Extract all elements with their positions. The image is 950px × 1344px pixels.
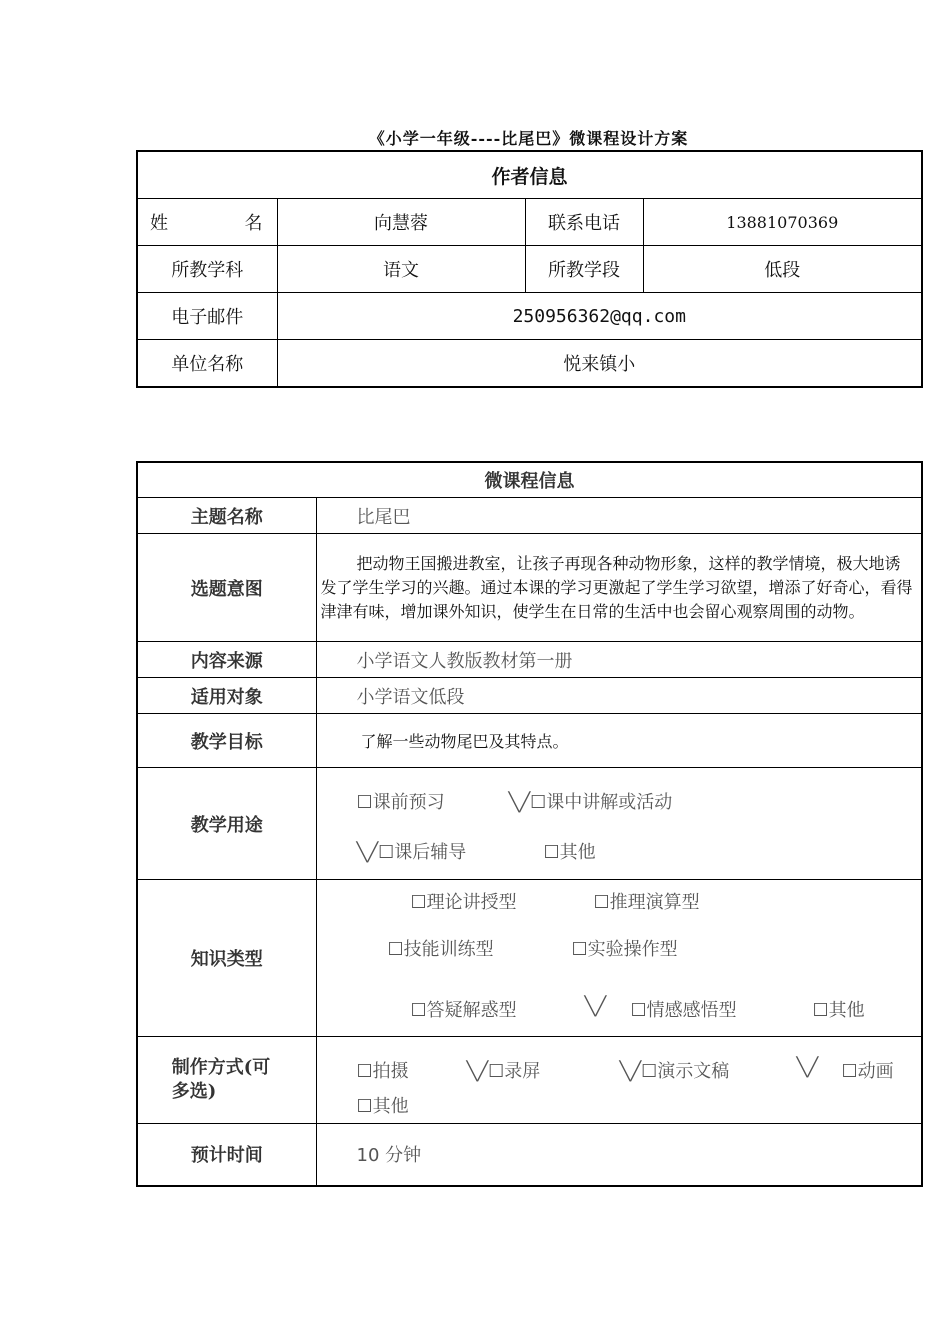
usage-preview-checkbox[interactable]: ☐课前预习 (356, 792, 445, 813)
goal-label: 教学目标 (137, 714, 316, 768)
knowledge-other-checkbox[interactable]: ☐其他 (812, 1000, 865, 1021)
stage-label: 所教学段 (525, 246, 643, 293)
topic-value: 比尾巴 (316, 498, 922, 534)
author-info-table (136, 150, 923, 388)
usage-other-checkbox[interactable]: ☐其他 (543, 842, 596, 863)
name-value: 向慧蓉 (277, 199, 525, 246)
source-value: 小学语文人教版教材第一册 (316, 642, 922, 678)
document-title: 《小学一年级----比尾巴》微课程设计方案 (368, 129, 689, 148)
subject-label: 所教学科 (137, 246, 277, 293)
method-options (317, 1037, 922, 1123)
goal-value: 了解一些动物尾巴及其特点。 (360, 732, 569, 751)
knowledge-label: 知识类型 (137, 880, 316, 1037)
topic-label: 主题名称 (137, 498, 316, 534)
usage-after-class-checkbox[interactable]: ╲╱☐课后辅导 (356, 842, 467, 863)
usage-in-class-checkbox[interactable]: ╲╱☐课中讲解或活动 (508, 792, 673, 813)
unit-value: 悦来镇小 (277, 340, 922, 388)
source-label: 内容来源 (137, 642, 316, 678)
knowledge-emotion-checkbox[interactable]: ☐情感感悟型 (630, 1000, 737, 1021)
method-filming-checkbox[interactable]: ☐拍摄 (356, 1061, 409, 1082)
time-value: 10 分钟 (316, 1124, 922, 1186)
purpose-text: 把动物王国搬进教室，让孩子再现各种动物形象，这样的教学情境，极大地诱发了学生学习的兴趣。通过本课的学习更激起了学生学习欲望，增添了好奇心，看得津津有味，增加课外知识，使学生在日常的生活中也会留心观察周围的动物。 (320, 553, 913, 621)
course-info-header: 微课程信息 (137, 462, 922, 498)
purpose-label: 选题意图 (137, 534, 316, 642)
method-label (137, 1037, 316, 1124)
phone-label: 联系电话 (525, 199, 643, 246)
method-animation-checkbox[interactable]: ☐动画 (841, 1061, 894, 1082)
method-slides-checkbox[interactable]: ╲╱☐演示文稿 (619, 1061, 730, 1082)
author-info-header: 作者信息 (137, 151, 922, 199)
phone-value: 13881070369 (643, 199, 922, 246)
knowledge-experiment-checkbox[interactable]: ☐实验操作型 (571, 939, 678, 960)
audience-label: 适用对象 (137, 678, 316, 714)
name-label-char-2: 名 (244, 213, 263, 234)
method-label-text: 制作方式(可多选) (171, 1057, 271, 1102)
name-label (137, 199, 277, 246)
knowledge-skill-checkbox[interactable]: ☐技能训练型 (387, 939, 494, 960)
knowledge-check-mark: ╲╱ (584, 996, 607, 1017)
audience-value: 小学语文低段 (316, 678, 922, 714)
course-info-table (136, 461, 923, 1187)
subject-value: 语文 (277, 246, 525, 293)
knowledge-qa-checkbox[interactable]: ☐答疑解惑型 (410, 1000, 517, 1021)
method-screen-record-checkbox[interactable]: ╲╱☐录屏 (466, 1061, 541, 1082)
email-label: 电子邮件 (137, 293, 277, 340)
method-other-checkbox[interactable]: ☐其他 (356, 1096, 409, 1117)
knowledge-reasoning-checkbox[interactable]: ☐推理演算型 (593, 892, 700, 913)
knowledge-theory-checkbox[interactable]: ☐理论讲授型 (410, 892, 517, 913)
name-label-char-1: 姓 (150, 213, 168, 234)
usage-options (317, 768, 922, 879)
stage-value: 低段 (643, 246, 922, 293)
usage-label: 教学用途 (137, 768, 316, 880)
method-check-mark: ╲╱ (796, 1057, 819, 1078)
unit-label: 单位名称 (137, 340, 277, 388)
email-value: 250956362@qq.com (277, 293, 922, 340)
knowledge-options (317, 880, 922, 1036)
time-label: 预计时间 (137, 1124, 316, 1186)
